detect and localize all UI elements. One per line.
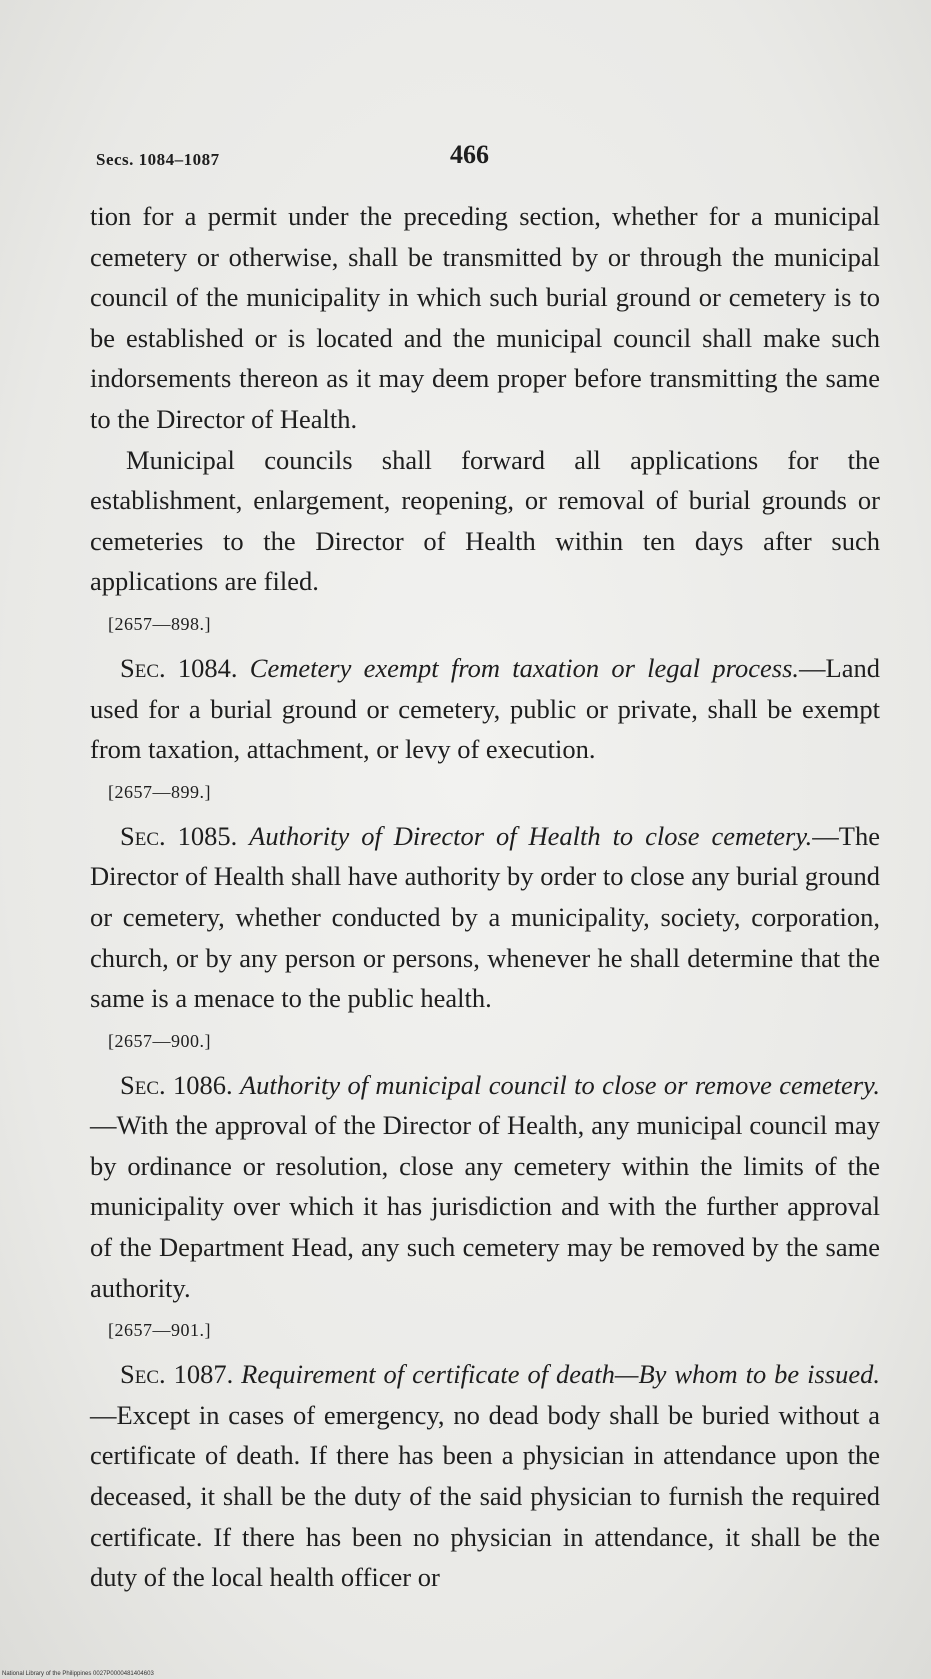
- section-catchline: Authority of municipal council to close or remove cemetery.: [240, 1069, 880, 1100]
- section-label: Sec. 1087.: [120, 1359, 234, 1390]
- section-catchline: Authority of Director of Health to close cemetery.: [249, 820, 813, 851]
- page-header: [96, 140, 876, 180]
- citation-1087: [2657—901.]: [108, 1320, 211, 1341]
- section-catchline: Requirement of certificate of death—By whom to be issued.: [241, 1359, 880, 1390]
- scan-footer: National Library of the Philippines 0027P0000481404603: [2, 1671, 154, 1677]
- section-1085: [90, 816, 880, 1019]
- page-body: [90, 196, 880, 1598]
- section-text: —Except in cases of emergency, no dead body shall be buried without a certificate of death. If there has been a physician in attendance upon the deceased, it shall be the duty of the said physician to furnish the required certificate. If there has been no physician in attendance, it shall be the duty of the local health officer or: [90, 1399, 880, 1593]
- section-1086: [90, 1065, 880, 1309]
- citation-1086: [2657—900.]: [108, 1030, 211, 1051]
- citation-1085: [2657—899.]: [108, 781, 211, 802]
- section-text: —Land used for a burial ground or cemetery, public or private, shall be exempt from taxation, attachment, or levy of execution.: [90, 652, 880, 765]
- section-label: Sec. 1086.: [120, 1069, 233, 1100]
- section-range-header: Secs. 1084–1087: [96, 150, 220, 169]
- second-paragraph: Municipal councils shall forward all applications for the establishment, enlargement, reopening, or removal of burial grounds or cemeteries to the Director of Health within ten days after such applications are filed.: [90, 444, 880, 597]
- citation-1084: [2657—898.]: [108, 613, 211, 634]
- section-1084: [90, 648, 880, 770]
- page-number: 466: [450, 140, 489, 169]
- section-catchline: Cemetery exempt from taxation or legal process.: [249, 652, 800, 683]
- section-text: —The Director of Health shall have authority by order to close any burial ground or cemetery, whether conducted by a municipality, society, corporation, church, or by any person or persons, whenever he shall determine that the same is a menace to the public health.: [90, 820, 880, 1014]
- section-1087: [90, 1354, 880, 1598]
- section-label: Sec. 1084.: [120, 652, 238, 683]
- continuation-paragraph: tion for a permit under the preceding section, whether for a municipal cemetery or otherwise, shall be transmitted by or through the municipal council of the municipality in which such burial ground or cemetery is to be established or is located and the municipal council shall make such indorsements thereon as it may deem proper before transmitting the same to the Director of Health.: [90, 201, 880, 434]
- section-label: Sec. 1085.: [120, 820, 238, 851]
- section-text: —With the approval of the Director of Health, any municipal council may by ordinance or resolution, close any cemetery within the limits of the municipality over which it has jurisdiction and with the further approval of the Department Head, any such cemetery may be removed by the same authority.: [90, 1110, 880, 1303]
